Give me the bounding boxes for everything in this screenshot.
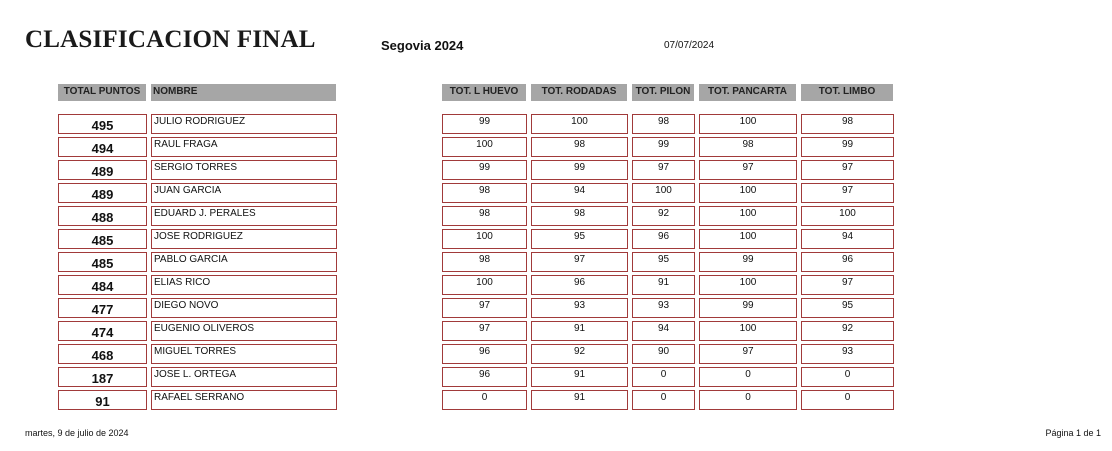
nombre-cell: EUGENIO OLIVEROS (151, 321, 337, 341)
total-puntos-cell: 484 (58, 275, 147, 295)
tot-rodadas-cell: 92 (531, 344, 628, 364)
tot-pancarta-cell: 0 (699, 390, 797, 410)
header-tot-pancarta: TOT. PANCARTA (699, 84, 796, 101)
total-puntos-cell: 489 (58, 160, 147, 180)
header-total-puntos: TOTAL PUNTOS (58, 84, 146, 101)
total-puntos-cell: 485 (58, 252, 147, 272)
header-tot-pilon: TOT. PILON (632, 84, 694, 101)
tot-l-huevo-cell: 100 (442, 137, 527, 157)
table-row (0, 252, 1112, 272)
tot-l-huevo-cell: 98 (442, 252, 527, 272)
total-puntos-cell: 485 (58, 229, 147, 249)
tot-l-huevo-cell: 100 (442, 275, 527, 295)
tot-rodadas-cell: 91 (531, 321, 628, 341)
tot-limbo-cell: 99 (801, 137, 894, 157)
table-row (0, 298, 1112, 318)
tot-pancarta-cell: 100 (699, 275, 797, 295)
table-row (0, 321, 1112, 341)
tot-pancarta-cell: 100 (699, 206, 797, 226)
total-puntos-cell: 494 (58, 137, 147, 157)
tot-pancarta-cell: 99 (699, 298, 797, 318)
tot-pancarta-cell: 0 (699, 367, 797, 387)
tot-l-huevo-cell: 0 (442, 390, 527, 410)
table-row (0, 206, 1112, 226)
tot-l-huevo-cell: 97 (442, 321, 527, 341)
tot-rodadas-cell: 95 (531, 229, 628, 249)
tot-l-huevo-cell: 99 (442, 114, 527, 134)
tot-l-huevo-cell: 96 (442, 367, 527, 387)
nombre-cell: MIGUEL TORRES (151, 344, 337, 364)
tot-pilon-cell: 0 (632, 390, 695, 410)
table-row (0, 367, 1112, 387)
tot-pancarta-cell: 100 (699, 321, 797, 341)
table-row (0, 114, 1112, 134)
total-puntos-cell: 495 (58, 114, 147, 134)
nombre-cell: EDUARD J. PERALES (151, 206, 337, 226)
tot-limbo-cell: 96 (801, 252, 894, 272)
tot-limbo-cell: 97 (801, 160, 894, 180)
tot-rodadas-cell: 100 (531, 114, 628, 134)
tot-pilon-cell: 98 (632, 114, 695, 134)
nombre-cell: SERGIO TORRES (151, 160, 337, 180)
nombre-cell: RAUL FRAGA (151, 137, 337, 157)
tot-l-huevo-cell: 100 (442, 229, 527, 249)
tot-rodadas-cell: 91 (531, 390, 628, 410)
tot-limbo-cell: 100 (801, 206, 894, 226)
total-puntos-cell: 187 (58, 367, 147, 387)
tot-rodadas-cell: 91 (531, 367, 628, 387)
table-row (0, 137, 1112, 157)
tot-limbo-cell: 93 (801, 344, 894, 364)
nombre-cell: JOSE RODRIGUEZ (151, 229, 337, 249)
tot-limbo-cell: 97 (801, 275, 894, 295)
tot-pancarta-cell: 97 (699, 344, 797, 364)
nombre-cell: JULIO RODRIGUEZ (151, 114, 337, 134)
tot-rodadas-cell: 94 (531, 183, 628, 203)
tot-l-huevo-cell: 98 (442, 206, 527, 226)
tot-pancarta-cell: 98 (699, 137, 797, 157)
tot-pancarta-cell: 97 (699, 160, 797, 180)
total-puntos-cell: 474 (58, 321, 147, 341)
tot-l-huevo-cell: 96 (442, 344, 527, 364)
tot-rodadas-cell: 98 (531, 206, 628, 226)
total-puntos-cell: 488 (58, 206, 147, 226)
tot-rodadas-cell: 96 (531, 275, 628, 295)
tot-pilon-cell: 93 (632, 298, 695, 318)
nombre-cell: JUAN GARCIA (151, 183, 337, 203)
nombre-cell: PABLO GARCIA (151, 252, 337, 272)
table-row (0, 229, 1112, 249)
nombre-cell: RAFAEL SERRANO (151, 390, 337, 410)
tot-rodadas-cell: 97 (531, 252, 628, 272)
tot-pilon-cell: 94 (632, 321, 695, 341)
tot-rodadas-cell: 98 (531, 137, 628, 157)
tot-pancarta-cell: 100 (699, 183, 797, 203)
tot-limbo-cell: 97 (801, 183, 894, 203)
tot-pilon-cell: 91 (632, 275, 695, 295)
header-nombre: NOMBRE (151, 84, 336, 101)
tot-pilon-cell: 99 (632, 137, 695, 157)
tot-pancarta-cell: 99 (699, 252, 797, 272)
event-date: 07/07/2024 (664, 40, 715, 51)
tot-pilon-cell: 92 (632, 206, 695, 226)
tot-pancarta-cell: 100 (699, 114, 797, 134)
tot-limbo-cell: 0 (801, 390, 894, 410)
nombre-cell: JOSE L. ORTEGA (151, 367, 337, 387)
tot-rodadas-cell: 93 (531, 298, 628, 318)
tot-pilon-cell: 0 (632, 367, 695, 387)
tot-pilon-cell: 95 (632, 252, 695, 272)
header-tot-rodadas: TOT. RODADAS (531, 84, 627, 101)
tot-limbo-cell: 95 (801, 298, 894, 318)
report-title: CLASIFICACION FINAL (25, 26, 316, 53)
tot-limbo-cell: 92 (801, 321, 894, 341)
tot-limbo-cell: 0 (801, 367, 894, 387)
total-puntos-cell: 489 (58, 183, 147, 203)
page-number: Página 1 de 1 (1045, 428, 1101, 438)
total-puntos-cell: 477 (58, 298, 147, 318)
table-row (0, 183, 1112, 203)
tot-pilon-cell: 100 (632, 183, 695, 203)
tot-rodadas-cell: 99 (531, 160, 628, 180)
tot-pilon-cell: 97 (632, 160, 695, 180)
tot-l-huevo-cell: 97 (442, 298, 527, 318)
event-name: Segovia 2024 (381, 38, 464, 53)
table-row (0, 160, 1112, 180)
header-tot-l-huevo: TOT. L HUEVO (442, 84, 526, 101)
tot-l-huevo-cell: 98 (442, 183, 527, 203)
total-puntos-cell: 468 (58, 344, 147, 364)
table-row (0, 344, 1112, 364)
total-puntos-cell: 91 (58, 390, 147, 410)
tot-pancarta-cell: 100 (699, 229, 797, 249)
table-row (0, 390, 1112, 410)
tot-limbo-cell: 94 (801, 229, 894, 249)
table-row (0, 275, 1112, 295)
nombre-cell: DIEGO NOVO (151, 298, 337, 318)
tot-limbo-cell: 98 (801, 114, 894, 134)
tot-pilon-cell: 96 (632, 229, 695, 249)
header-tot-limbo: TOT. LIMBO (801, 84, 893, 101)
nombre-cell: ELIAS RICO (151, 275, 337, 295)
tot-l-huevo-cell: 99 (442, 160, 527, 180)
tot-pilon-cell: 90 (632, 344, 695, 364)
printed-date: martes, 9 de julio de 2024 (25, 428, 129, 438)
